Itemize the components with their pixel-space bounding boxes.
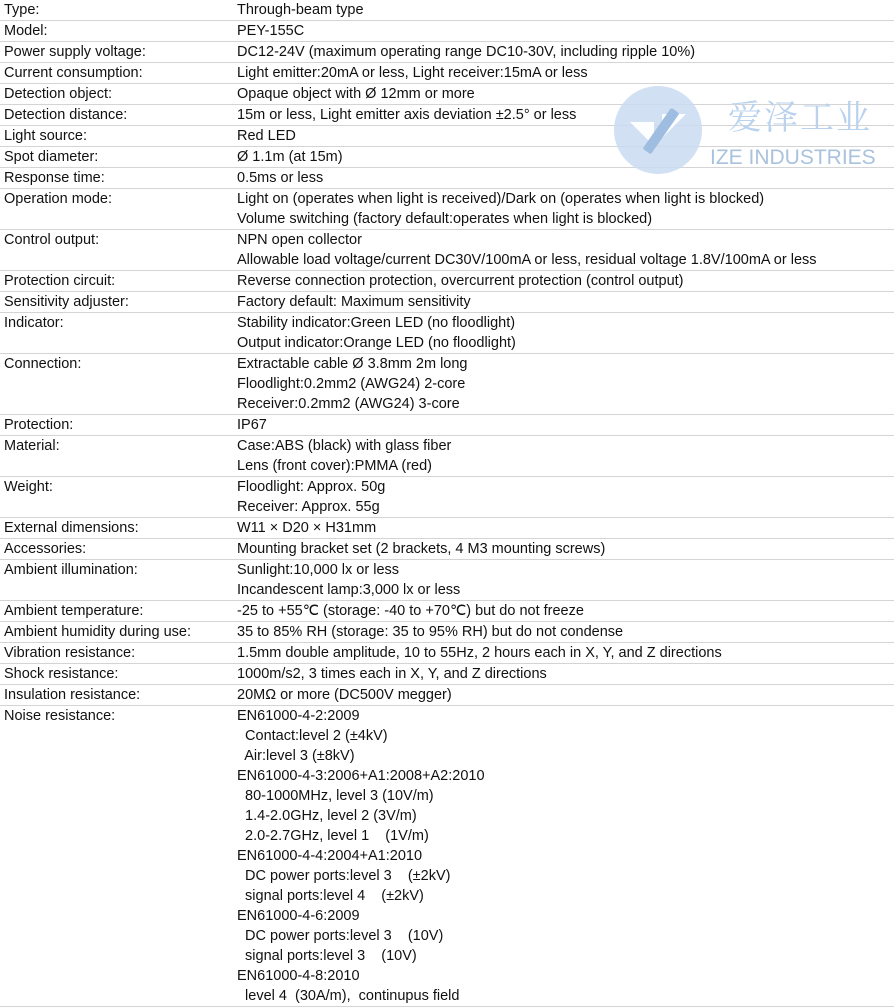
- spec-value-line: DC power ports:level 3 (10V): [237, 928, 444, 944]
- spec-value-line: EN61000-4-3:2006+A1:2008+A2:2010: [237, 768, 485, 784]
- spec-value-line: signal ports:level 3 (10V): [237, 948, 417, 964]
- spec-value-line: 1.5mm double amplitude, 10 to 55Hz, 2 hours each in X, Y, and Z directions: [237, 645, 722, 661]
- spec-label: Protection:: [4, 417, 74, 433]
- spec-value-line: Receiver:0.2mm2 (AWG24) 3-core: [237, 396, 460, 412]
- spec-value-line: 80-1000MHz, level 3 (10V/m): [237, 788, 434, 804]
- spec-label: Weight:: [4, 479, 53, 495]
- spec-row: [0, 664, 894, 685]
- spec-label: Sensitivity adjuster:: [4, 294, 129, 310]
- spec-row: [0, 601, 894, 622]
- spec-values: [237, 292, 894, 312]
- spec-row: [0, 706, 894, 1007]
- spec-value-line: Light emitter:20mA or less, Light receiver:15mA or less: [237, 65, 588, 81]
- spec-row: [0, 685, 894, 706]
- spec-row: [0, 560, 894, 601]
- spec-values: [237, 21, 894, 41]
- spec-value-line: Incandescent lamp:3,000 lx or less: [237, 582, 461, 598]
- spec-row: [0, 477, 894, 518]
- spec-value-line: EN61000-4-2:2009: [237, 708, 360, 724]
- watermark-chinese-text: 爱泽工业: [728, 98, 872, 138]
- spec-row: [0, 622, 894, 643]
- spec-value-line: Receiver: Approx. 55g: [237, 499, 380, 515]
- spec-value-line: Factory default: Maximum sensitivity: [237, 294, 471, 310]
- spec-values: [237, 685, 894, 705]
- spec-value-line: Ø 1.1m (at 15m): [237, 149, 343, 165]
- spec-label: Accessories:: [4, 541, 87, 557]
- spec-label: Material:: [4, 438, 60, 454]
- spec-row: [0, 354, 894, 415]
- spec-values: [237, 63, 894, 83]
- spec-row: [0, 230, 894, 271]
- spec-label: Noise resistance:: [4, 708, 116, 724]
- spec-value-line: Air:level 3 (±8kV): [237, 748, 355, 764]
- spec-values: [237, 601, 894, 621]
- spec-label: External dimensions:: [4, 520, 139, 536]
- spec-row: [0, 539, 894, 560]
- spec-value-line: PEY-155C: [237, 23, 305, 39]
- spec-values: [237, 436, 894, 476]
- spec-label: Current consumption:: [4, 65, 143, 81]
- spec-value-line: Stability indicator:Green LED (no floodlight): [237, 315, 516, 331]
- spec-value-line: Light on (operates when light is received)/Dark on (operates when light is blocked): [237, 191, 765, 207]
- spec-value-line: IP67: [237, 417, 267, 433]
- spec-row: [0, 436, 894, 477]
- spec-label: Detection distance:: [4, 107, 128, 123]
- spec-label: Power supply voltage:: [4, 44, 146, 60]
- watermark-english-text: IZE INDUSTRIES: [710, 146, 876, 169]
- spec-value-line: 2.0-2.7GHz, level 1 (1V/m): [237, 828, 429, 844]
- ize-logo-icon: [610, 84, 708, 180]
- spec-values: [237, 271, 894, 291]
- spec-value-line: Red LED: [237, 128, 296, 144]
- spec-value-line: 15m or less, Light emitter axis deviation ±2.5° or less: [237, 107, 577, 123]
- spec-value-line: DC12-24V (maximum operating range DC10-30V, including ripple 10%): [237, 44, 696, 60]
- spec-values: [237, 230, 894, 270]
- spec-label: Spot diameter:: [4, 149, 99, 165]
- spec-row: [0, 63, 894, 84]
- spec-value-line: Opaque object with Ø 12mm or more: [237, 86, 475, 102]
- spec-value-line: Through-beam type: [237, 2, 364, 18]
- spec-value-line: Reverse connection protection, overcurrent protection (control output): [237, 273, 684, 289]
- spec-value-line: 35 to 85% RH (storage: 35 to 95% RH) but do not condense: [237, 624, 624, 640]
- spec-label: Model:: [4, 23, 48, 39]
- spec-label: Detection object:: [4, 86, 113, 102]
- spec-label: Indicator:: [4, 315, 64, 331]
- spec-label: Insulation resistance:: [4, 687, 141, 703]
- spec-value-line: NPN open collector: [237, 232, 362, 248]
- spec-value-line: Case:ABS (black) with glass fiber: [237, 438, 452, 454]
- spec-value-line: level 4 (30A/m), continupus field: [237, 988, 460, 1004]
- spec-label: Vibration resistance:: [4, 645, 136, 661]
- spec-label: Ambient illumination:: [4, 562, 138, 578]
- spec-value-line: DC power ports:level 3 (±2kV): [237, 868, 451, 884]
- spec-values: [237, 560, 894, 600]
- spec-row: [0, 0, 894, 21]
- spec-row: [0, 21, 894, 42]
- spec-value-line: EN61000-4-8:2010: [237, 968, 360, 984]
- spec-label: Protection circuit:: [4, 273, 116, 289]
- spec-label: Ambient temperature:: [4, 603, 144, 619]
- spec-label: Connection:: [4, 356, 82, 372]
- spec-values: [237, 643, 894, 663]
- watermark: [610, 84, 890, 174]
- spec-values: [237, 0, 894, 20]
- spec-label: Operation mode:: [4, 191, 113, 207]
- spec-value-line: Volume switching (factory default:operates when light is blocked): [237, 211, 653, 227]
- spec-value-line: 1.4-2.0GHz, level 2 (3V/m): [237, 808, 417, 824]
- spec-value-line: 20MΩ or more (DC500V megger): [237, 687, 452, 703]
- spec-row: [0, 271, 894, 292]
- spec-values: [237, 664, 894, 684]
- spec-row: [0, 313, 894, 354]
- spec-value-line: W11 × D20 × H31mm: [237, 520, 377, 536]
- spec-row: [0, 518, 894, 539]
- spec-row: [0, 189, 894, 230]
- spec-values: [237, 354, 894, 414]
- spec-values: [237, 622, 894, 642]
- spec-value-line: Floodlight:0.2mm2 (AWG24) 2-core: [237, 376, 466, 392]
- spec-label: Response time:: [4, 170, 105, 186]
- spec-row: [0, 292, 894, 313]
- spec-values: [237, 539, 894, 559]
- spec-value-line: EN61000-4-6:2009: [237, 908, 360, 924]
- spec-row: [0, 42, 894, 63]
- spec-values: [237, 706, 894, 1006]
- spec-label: Type:: [4, 2, 40, 18]
- spec-value-line: 0.5ms or less: [237, 170, 324, 186]
- spec-values: [237, 415, 894, 435]
- spec-label: Light source:: [4, 128, 88, 144]
- spec-value-line: EN61000-4-4:2004+A1:2010: [237, 848, 423, 864]
- spec-value-line: Floodlight: Approx. 50g: [237, 479, 386, 495]
- spec-values: [237, 42, 894, 62]
- spec-values: [237, 477, 894, 517]
- spec-label: Shock resistance:: [4, 666, 119, 682]
- spec-value-line: Output indicator:Orange LED (no floodlight): [237, 335, 516, 351]
- spec-value-line: Lens (front cover):PMMA (red): [237, 458, 432, 474]
- spec-values: [237, 313, 894, 353]
- spec-value-line: Sunlight:10,000 lx or less: [237, 562, 400, 578]
- spec-value-line: Allowable load voltage/current DC30V/100mA or less, residual voltage 1.8V/100mA or less: [237, 252, 817, 268]
- spec-value-line: 1000m/s2, 3 times each in X, Y, and Z directions: [237, 666, 547, 682]
- spec-label: Ambient humidity during use:: [4, 624, 191, 640]
- spec-values: [237, 189, 894, 229]
- spec-label: Control output:: [4, 232, 100, 248]
- spec-values: [237, 518, 894, 538]
- spec-value-line: Contact:level 2 (±4kV): [237, 728, 388, 744]
- spec-row: [0, 415, 894, 436]
- spec-row: [0, 643, 894, 664]
- spec-value-line: signal ports:level 4 (±2kV): [237, 888, 424, 904]
- spec-value-line: -25 to +55℃ (storage: -40 to +70℃) but do not freeze: [237, 603, 584, 619]
- spec-value-line: Extractable cable Ø 3.8mm 2m long: [237, 356, 468, 372]
- spec-value-line: Mounting bracket set (2 brackets, 4 M3 mounting screws): [237, 541, 606, 557]
